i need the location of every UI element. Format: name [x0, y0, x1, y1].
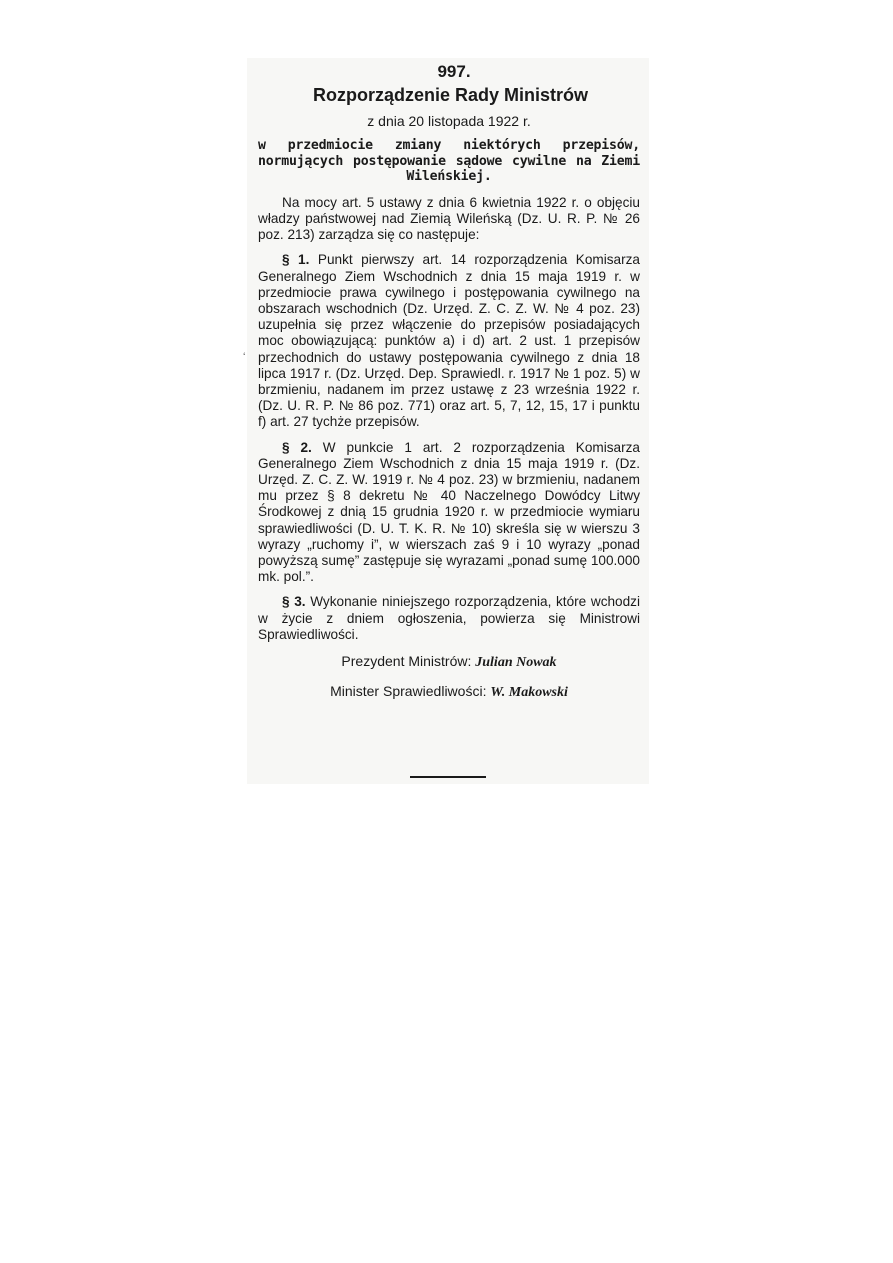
section-3-label: § 3.	[282, 594, 306, 610]
section-2	[258, 440, 640, 586]
section-1-text: Punkt pierwszy art. 14 rozporządzenia Komisarza Generalnego Ziem Wschodnich z dnia 15 maja 1919 r. w przedmiocie prawa cywilnego i postępowania cywilnego na obszarach wschodnich (Dz. Urzęd. Z. C. Z. W. № 4 poz. 23) uzupełnia się przez włączenie do przepisów posiadających moc obowiązującą: punktów a) i d) art. 2 ust. 1 przepisów przechodnich do ustawy postępowania cywilnego z dnia 18 lipca 1917 r. (Dz. Urzęd. Dep. Sprawiedl. r. 1917 № 1 poz. 5) w brzmieniu, nadanem im przez ustawę z 23 września 1922 r. (Dz. U. R. P. № 86 poz. 771) oraz art. 5, 7, 12, 15, 17 i punktu f) art. 27 tychże przepisów.	[258, 252, 640, 430]
closing-rule	[410, 776, 486, 778]
section-1-label: § 1.	[282, 252, 310, 268]
signature-name: W. Makowski	[490, 685, 568, 701]
document-number: 997.	[437, 62, 471, 81]
section-2-text: W punkcie 1 art. 2 rozporządzenia Komisarza Generalnego Ziem Wschodnich z dnia 15 maja 1919 r. (Dz. Urzęd. Z. C. Z. W. 1919 r. № 4 poz. 23) w brzmieniu, nadanem mu przez § 8 dekretu № 40 Naczelnego Dowódcy Litwy Środkowej z dnią 15 grudnia 1920 r. w przedmiocie wymiaru sprawiedliwości (D. U. T. K. R. № 10) skreśla się w wierszu 3 wyrazy „ruchomy i”, w wierszach zaś 9 i 10 wyrazy „ponad powyższą sumę” zastępuje się wyrazami „ponad sumę 100.000 mk. pol.”.	[258, 439, 640, 585]
section-2-label: § 2.	[282, 439, 312, 455]
margin-mark: ‘	[243, 351, 246, 363]
document-title: Rozporządzenie Rady Ministrów	[312, 85, 589, 105]
signature-role: Prezydent Ministrów:	[341, 653, 472, 670]
section-3	[258, 594, 640, 643]
signature-role: Minister Sprawiedliwości:	[330, 683, 487, 700]
section-1	[258, 252, 640, 430]
document-subject: w przedmiocie zmiany niektórych przepisów, normujących postępowanie sądowe cywilne na Ziemi Wileńskiej.	[258, 138, 640, 185]
signature-prime-minister	[258, 653, 640, 671]
document-date: z dnia 20 listopada 1922 r.	[367, 113, 531, 129]
intro-paragraph: Na mocy art. 5 ustawy z dnia 6 kwietnia 1922 r. o objęciu władzy państwowej nad Ziemią Wileńską (Dz. U. R. P. № 26 poz. 213) zarządza się co następuje:	[258, 194, 640, 243]
signature-name: Julian Nowak	[475, 655, 557, 671]
document-body	[258, 62, 640, 701]
signature-justice-minister	[258, 683, 640, 701]
section-3-text: Wykonanie niniejszego rozporządzenia, które wchodzi w życie z dniem ogłoszenia, powierza się Ministrowi Sprawiedliwości.	[258, 594, 640, 642]
